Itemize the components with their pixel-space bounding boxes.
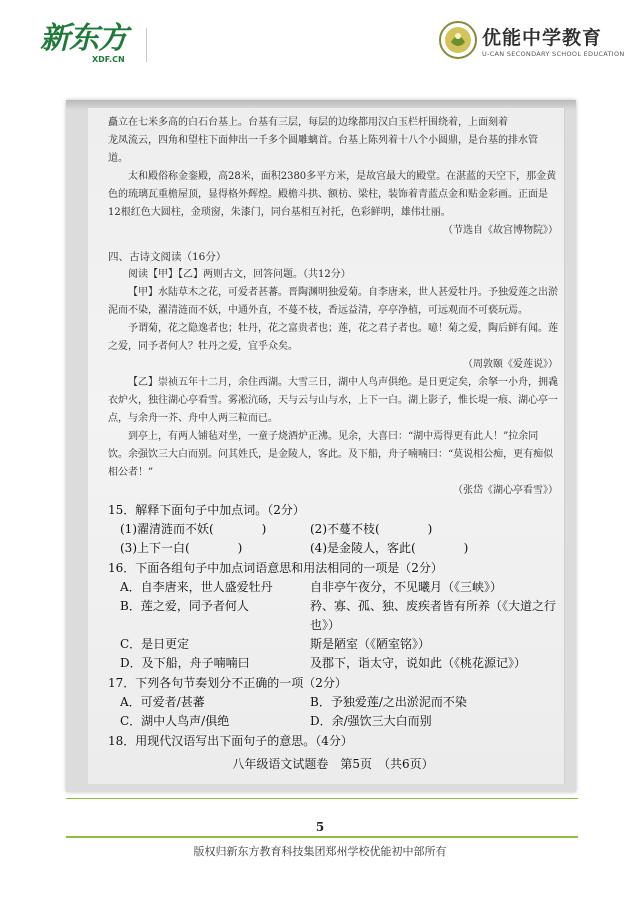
question-16: 16．下面各组句子中加点词语意思和用法相同的一项是（2分）	[108, 561, 443, 575]
q16-option-pair: 矜、寡、孤、独、废疾者皆有所养（《大道之行也》）	[310, 599, 557, 632]
q15-item: (4)是金陵人，客此( )	[310, 541, 469, 555]
classical-text-b-2: 到亭上，有两人铺毡对坐，一童子烧酒炉正沸。见余，大喜曰：“湖中焉得更有此人！”拉余同饮。余强饮三大白而别。问其姓氏，是金陵人，客此。及下船，舟子喃喃曰：“莫说相公痴，更有痴似相公者！”	[108, 431, 554, 478]
copyright-notice: 版权归新东方教育科技集团郑州学校优能初中部所有	[193, 845, 447, 858]
xdf-logo-url: XDF.CN	[92, 55, 125, 64]
question-15: 15．解释下面句子中加点词。（2分）	[108, 503, 305, 517]
passage-line: 龙凤流云，四角和望柱下面伸出一千多个圆雕螭首。台基上陈列着十八个小圆鼎，是台基的排水管	[108, 135, 538, 146]
exam-page-footer: 八年级语文试题卷 第5页 （共6页）	[232, 757, 434, 771]
text-a-source: （周敦颐《爱莲说》）	[463, 359, 558, 370]
footer-divider	[66, 798, 578, 799]
ucan-logo-subtitle: U-CAN SECONDARY SCHOOL EDUCATION	[482, 50, 625, 58]
passage-source: （节选自《故宫博物院》）	[443, 225, 558, 236]
q16-option: D．及下船，舟子喃喃曰	[120, 656, 250, 670]
q15-item: (2)不蔓不枝( )	[310, 522, 433, 536]
text-b-source: （张岱《湖心亭看雪》）	[453, 485, 558, 496]
classical-text-a-2: 予谓菊，花之隐逸者也；牡丹，花之富贵者也；莲，花之君子者也。噫！菊之爱，陶后鲜有闻。莲之爱，同予者何人？牡丹之爱，宜乎众矣。	[108, 323, 558, 352]
q16-option-pair: 自非亭午夜分，不见曦月（《三峡》）	[310, 580, 503, 594]
xdf-logo	[40, 22, 150, 66]
q17-row	[108, 693, 558, 712]
q16-row	[108, 578, 558, 597]
q16-row	[108, 635, 558, 654]
q16-option-pair: 斯是陋室（《陋室铭》）	[310, 637, 431, 651]
q17-option: B．予独爱莲/之出淤泥而不染	[310, 695, 467, 709]
q16-option: B．莲之爱，同予者何人	[120, 599, 249, 613]
q16-option: C．是日更定	[120, 637, 190, 651]
page-number: 5	[315, 820, 325, 834]
passage-paragraph: 太和殿俗称金銮殿，高28米，面积2380多平方米，是故宫最大的殿堂。在湛蓝的天空下，那金黄色的琉璃瓦重檐屋顶，显得格外辉煌。殿檐斗拱、额枋、梁柱，装饰着青蓝点金和贴金彩画。正面是12根红色大圆柱，金琐窗，朱漆门，同台基相互衬托，色彩鲜明，雄伟壮丽。	[108, 171, 557, 218]
question-18: 18．用现代汉语写出下面句子的意思。（4分）	[108, 734, 353, 748]
q16-option-pair: 及郡下，诣太守，说如此（《桃花源记》）	[310, 656, 527, 670]
page-header	[0, 0, 640, 80]
classical-text-b: 【乙】崇祯五年十二月，余住西湖。大雪三日，湖中人鸟声俱绝。是日更定矣，余拏一小舟，拥毳衣炉火，独往湖心亭看雪。雾凇沆砀，天与云与山与水，上下一白。湖上影子，惟长堤一痕、湖心亭一点，与余舟一芥、舟中人两三粒而已。	[108, 377, 558, 424]
passage-line: 道。	[108, 153, 128, 164]
q17-row	[108, 712, 558, 731]
q16-row	[108, 654, 558, 673]
q17-option: C．湖中人鸟声/俱绝	[120, 714, 230, 728]
q17-option: D．余/强饮三大白而别	[310, 714, 432, 728]
ucan-emblem-icon	[438, 20, 478, 60]
question-17: 17．下列各句节奏划分不正确的一项（2分）	[108, 676, 347, 690]
q15-item: (3)上下一白( )	[120, 541, 243, 555]
q16-row	[108, 597, 558, 635]
footer-divider-bottom	[66, 836, 578, 838]
q17-option: A．可爱者/甚蕃	[120, 695, 205, 709]
section-title: 四、古诗文阅读（16分）	[108, 251, 227, 263]
q15-item: (1)濯清涟而不妖( )	[120, 522, 267, 536]
exam-paper	[88, 108, 565, 784]
ucan-logo	[438, 20, 625, 70]
exam-content	[108, 114, 558, 785]
ucan-logo-text: 优能中学教育	[482, 27, 603, 49]
passage-line: 矗立在七米多高的白石台基上。台基有三层，每层的边缘都用汉白玉栏杆围绕着，上面刻着	[108, 117, 508, 128]
exam-page-photo	[66, 100, 576, 792]
q15-row	[108, 520, 558, 539]
xdf-logo-text: 新东方	[40, 21, 127, 56]
q16-option: A．自李唐来，世人盛爱牡丹	[120, 580, 273, 594]
logo-divider	[146, 28, 147, 62]
classical-text-a: 【甲】水陆草木之花，可爱者甚蕃。晋陶渊明独爱菊。自李唐来，世人甚爱牡丹。予独爱莲之出淤泥而不染，濯清涟而不妖，中通外直，不蔓不枝，香远益清，亭亭净植，可远观而不可亵玩焉。	[108, 287, 558, 316]
q15-row	[108, 539, 558, 558]
section-instruction: 阅读【甲】【乙】两则古文，回答问题。（共12分）	[128, 269, 351, 280]
